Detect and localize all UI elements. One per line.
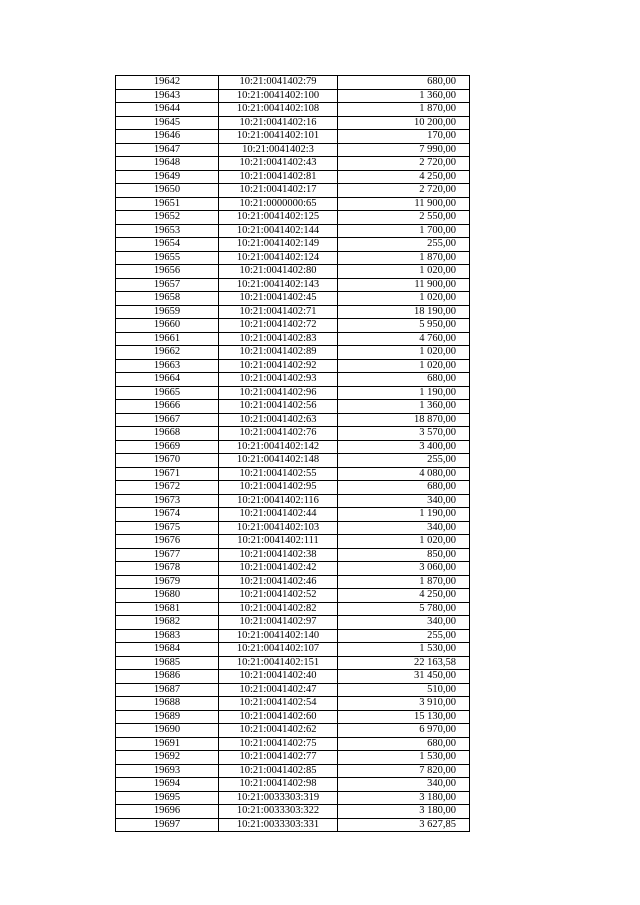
cadastral-number-cell: 10:21:0041402:151 [219,656,338,670]
table-row [116,562,470,576]
table-row [116,251,470,265]
cadastral-number-cell: 10:21:0041402:43 [219,157,338,171]
cadastral-number-cell: 10:21:0041402:103 [219,521,338,535]
amount-cell: 510,00 [338,683,470,697]
amount-cell: 22 163,58 [338,656,470,670]
row-number-cell: 19692 [116,751,219,765]
row-number-cell: 19643 [116,89,219,103]
cadastral-number-cell: 10:21:0041402:81 [219,170,338,184]
row-number-cell: 19667 [116,413,219,427]
cadastral-number-cell: 10:21:0041402:97 [219,616,338,630]
table-row [116,211,470,225]
amount-cell: 3 570,00 [338,427,470,441]
cadastral-number-cell: 10:21:0041402:142 [219,440,338,454]
table-row [116,373,470,387]
table-row [116,292,470,306]
cadastral-number-cell: 10:21:0041402:63 [219,413,338,427]
row-number-cell: 19694 [116,778,219,792]
row-number-cell: 19696 [116,805,219,819]
row-number-cell: 19671 [116,467,219,481]
table-row [116,359,470,373]
table-row [116,764,470,778]
amount-cell: 1 020,00 [338,359,470,373]
amount-cell: 3 180,00 [338,791,470,805]
row-number-cell: 19680 [116,589,219,603]
row-number-cell: 19651 [116,197,219,211]
cadastral-number-cell: 10:21:0033303:331 [219,818,338,832]
row-number-cell: 19685 [116,656,219,670]
cadastral-number-cell: 10:21:0041402:54 [219,697,338,711]
cadastral-number-cell: 10:21:0041402:100 [219,89,338,103]
cadastral-number-cell: 10:21:0041402:46 [219,575,338,589]
row-number-cell: 19684 [116,643,219,657]
row-number-cell: 19654 [116,238,219,252]
table-row [116,305,470,319]
row-number-cell: 19691 [116,737,219,751]
amount-cell: 1 870,00 [338,575,470,589]
cadastral-number-cell: 10:21:0041402:116 [219,494,338,508]
amount-cell: 255,00 [338,454,470,468]
row-number-cell: 19675 [116,521,219,535]
row-number-cell: 19682 [116,616,219,630]
cadastral-number-cell: 10:21:0041402:77 [219,751,338,765]
cadastral-number-cell: 10:21:0041402:98 [219,778,338,792]
row-number-cell: 19652 [116,211,219,225]
row-number-cell: 19662 [116,346,219,360]
cadastral-number-cell: 10:21:0041402:44 [219,508,338,522]
table-row [116,346,470,360]
row-number-cell: 19650 [116,184,219,198]
row-number-cell: 19647 [116,143,219,157]
table-row [116,427,470,441]
cadastral-number-cell: 10:21:0041402:140 [219,629,338,643]
amount-cell: 255,00 [338,629,470,643]
row-number-cell: 19669 [116,440,219,454]
row-number-cell: 19695 [116,791,219,805]
row-number-cell: 19676 [116,535,219,549]
row-number-cell: 19679 [116,575,219,589]
amount-cell: 3 180,00 [338,805,470,819]
amount-cell: 1 530,00 [338,643,470,657]
cadastral-number-cell: 10:21:0041402:149 [219,238,338,252]
cadastral-number-cell: 10:21:0041402:144 [219,224,338,238]
cadastral-number-cell: 10:21:0041402:52 [219,589,338,603]
amount-cell: 18 190,00 [338,305,470,319]
table-row [116,508,470,522]
table-row [116,278,470,292]
table-row [116,481,470,495]
amount-cell: 1 020,00 [338,292,470,306]
row-number-cell: 19653 [116,224,219,238]
amount-cell: 15 130,00 [338,710,470,724]
amount-cell: 18 870,00 [338,413,470,427]
cadastral-number-cell: 10:21:0041402:124 [219,251,338,265]
cadastral-number-cell: 10:21:0041402:60 [219,710,338,724]
row-number-cell: 19655 [116,251,219,265]
amount-cell: 11 900,00 [338,278,470,292]
table-row [116,616,470,630]
table-row [116,130,470,144]
amount-cell: 1 360,00 [338,400,470,414]
cadastral-number-cell: 10:21:0041402:62 [219,724,338,738]
cadastral-number-cell: 10:21:0041402:80 [219,265,338,279]
row-number-cell: 19645 [116,116,219,130]
row-number-cell: 19693 [116,764,219,778]
table-row [116,602,470,616]
table-row [116,440,470,454]
amount-cell: 11 900,00 [338,197,470,211]
row-number-cell: 19661 [116,332,219,346]
cadastral-number-cell: 10:21:0041402:92 [219,359,338,373]
table-row [116,670,470,684]
amount-cell: 1 530,00 [338,751,470,765]
row-number-cell: 19683 [116,629,219,643]
cadastral-number-cell: 10:21:0041402:16 [219,116,338,130]
cadastral-number-cell: 10:21:0041402:45 [219,292,338,306]
row-number-cell: 19668 [116,427,219,441]
row-number-cell: 19666 [116,400,219,414]
amount-cell: 1 360,00 [338,89,470,103]
cadastral-number-cell: 10:21:0041402:101 [219,130,338,144]
cadastral-number-cell: 10:21:0033303:319 [219,791,338,805]
table-row [116,184,470,198]
table-row [116,143,470,157]
cadastral-number-cell: 10:21:0041402:111 [219,535,338,549]
cadastral-number-cell: 10:21:0041402:107 [219,643,338,657]
amount-cell: 680,00 [338,481,470,495]
row-number-cell: 19688 [116,697,219,711]
amount-cell: 2 720,00 [338,184,470,198]
row-number-cell: 19660 [116,319,219,333]
table-row [116,548,470,562]
table-row [116,589,470,603]
amount-cell: 340,00 [338,616,470,630]
row-number-cell: 19697 [116,818,219,832]
table-row [116,643,470,657]
amount-cell: 1 190,00 [338,508,470,522]
table-row [116,170,470,184]
cadastral-number-cell: 10:21:0000000:65 [219,197,338,211]
row-number-cell: 19644 [116,103,219,117]
amount-cell: 10 200,00 [338,116,470,130]
row-number-cell: 19674 [116,508,219,522]
row-number-cell: 19689 [116,710,219,724]
cadastral-number-cell: 10:21:0041402:55 [219,467,338,481]
amount-cell: 340,00 [338,521,470,535]
amount-cell: 340,00 [338,778,470,792]
cadastral-number-cell: 10:21:0041402:93 [219,373,338,387]
cadastral-number-cell: 10:21:0041402:143 [219,278,338,292]
amount-cell: 680,00 [338,76,470,90]
table-row [116,710,470,724]
table-row [116,521,470,535]
amount-cell: 4 250,00 [338,589,470,603]
amount-cell: 340,00 [338,494,470,508]
table-row [116,76,470,90]
table-row [116,400,470,414]
table-row [116,265,470,279]
amount-cell: 1 700,00 [338,224,470,238]
amount-cell: 6 970,00 [338,724,470,738]
cadastral-number-cell: 10:21:0041402:83 [219,332,338,346]
amount-cell: 3 910,00 [338,697,470,711]
cadastral-number-cell: 10:21:0041402:85 [219,764,338,778]
amount-cell: 2 720,00 [338,157,470,171]
table-row [116,683,470,697]
table-row [116,103,470,117]
amount-cell: 3 060,00 [338,562,470,576]
cadastral-number-cell: 10:21:0041402:42 [219,562,338,576]
table-row [116,778,470,792]
row-number-cell: 19677 [116,548,219,562]
table-row [116,332,470,346]
amount-cell: 2 550,00 [338,211,470,225]
row-number-cell: 19681 [116,602,219,616]
table-row [116,238,470,252]
row-number-cell: 19658 [116,292,219,306]
cadastral-number-cell: 10:21:0033303:322 [219,805,338,819]
cadastral-number-cell: 10:21:0041402:38 [219,548,338,562]
cadastral-number-cell: 10:21:0041402:71 [219,305,338,319]
table-row [116,575,470,589]
amount-cell: 31 450,00 [338,670,470,684]
amount-cell: 1 870,00 [338,251,470,265]
table-row [116,319,470,333]
amount-cell: 1 020,00 [338,346,470,360]
row-number-cell: 19678 [116,562,219,576]
row-number-cell: 19657 [116,278,219,292]
cadastral-number-cell: 10:21:0041402:89 [219,346,338,360]
row-number-cell: 19687 [116,683,219,697]
cadastral-number-cell: 10:21:0041402:75 [219,737,338,751]
table-row [116,697,470,711]
amount-cell: 3 400,00 [338,440,470,454]
cadastral-number-cell: 10:21:0041402:3 [219,143,338,157]
cadastral-number-cell: 10:21:0041402:17 [219,184,338,198]
amount-cell: 1 190,00 [338,386,470,400]
table-row [116,737,470,751]
cadastral-number-cell: 10:21:0041402:56 [219,400,338,414]
amount-cell: 680,00 [338,737,470,751]
amount-cell: 170,00 [338,130,470,144]
cadastral-number-cell: 10:21:0041402:125 [219,211,338,225]
table-row [116,116,470,130]
amount-cell: 1 870,00 [338,103,470,117]
row-number-cell: 19642 [116,76,219,90]
row-number-cell: 19648 [116,157,219,171]
cadastral-number-cell: 10:21:0041402:47 [219,683,338,697]
amount-cell: 5 780,00 [338,602,470,616]
row-number-cell: 19686 [116,670,219,684]
amount-cell: 850,00 [338,548,470,562]
cadastral-number-cell: 10:21:0041402:76 [219,427,338,441]
table-row [116,656,470,670]
amount-cell: 4 250,00 [338,170,470,184]
row-number-cell: 19672 [116,481,219,495]
table-row [116,791,470,805]
table-row [116,467,470,481]
amount-cell: 680,00 [338,373,470,387]
table-row [116,157,470,171]
amount-cell: 3 627,85 [338,818,470,832]
row-number-cell: 19673 [116,494,219,508]
amount-cell: 1 020,00 [338,265,470,279]
row-number-cell: 19659 [116,305,219,319]
table-row [116,224,470,238]
row-number-cell: 19656 [116,265,219,279]
amount-cell: 255,00 [338,238,470,252]
cadastral-number-cell: 10:21:0041402:96 [219,386,338,400]
row-number-cell: 19690 [116,724,219,738]
cadastral-number-cell: 10:21:0041402:72 [219,319,338,333]
amount-cell: 4 760,00 [338,332,470,346]
cadastral-number-cell: 10:21:0041402:148 [219,454,338,468]
table-row [116,494,470,508]
cadastral-number-cell: 10:21:0041402:40 [219,670,338,684]
data-table [115,75,470,832]
row-number-cell: 19665 [116,386,219,400]
table-row [116,413,470,427]
table-row [116,629,470,643]
row-number-cell: 19663 [116,359,219,373]
row-number-cell: 19646 [116,130,219,144]
table-body [116,76,470,832]
cadastral-number-cell: 10:21:0041402:108 [219,103,338,117]
cadastral-number-cell: 10:21:0041402:79 [219,76,338,90]
row-number-cell: 19649 [116,170,219,184]
table-row [116,805,470,819]
table-row [116,535,470,549]
table-row [116,197,470,211]
table-row [116,751,470,765]
table-row [116,454,470,468]
amount-cell: 7 820,00 [338,764,470,778]
cadastral-number-cell: 10:21:0041402:82 [219,602,338,616]
amount-cell: 5 950,00 [338,319,470,333]
table-row [116,724,470,738]
row-number-cell: 19664 [116,373,219,387]
row-number-cell: 19670 [116,454,219,468]
cadastral-number-cell: 10:21:0041402:95 [219,481,338,495]
table-row [116,818,470,832]
amount-cell: 1 020,00 [338,535,470,549]
table-row [116,89,470,103]
table-row [116,386,470,400]
amount-cell: 4 080,00 [338,467,470,481]
amount-cell: 7 990,00 [338,143,470,157]
